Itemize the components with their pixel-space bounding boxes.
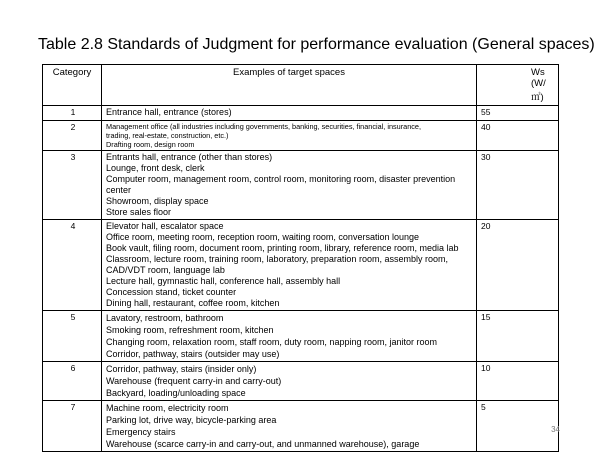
example-line: Showroom, display space xyxy=(106,196,209,206)
example-line: Entrance hall, entrance (stores) xyxy=(106,107,232,117)
ws-cell: 55 xyxy=(477,106,559,121)
category-cell: 1 xyxy=(43,106,102,121)
ws-cell: 5 xyxy=(477,401,559,452)
example-line: Lavatory, restroom, bathroom xyxy=(106,313,224,323)
table-row xyxy=(43,220,559,311)
examples-cell xyxy=(102,106,477,121)
table-row xyxy=(43,106,559,121)
example-line: Office room, meeting room, reception room, waiting room, conversation lounge xyxy=(106,232,419,242)
page-title: Table 2.8 Standards of Judgment for performance evaluation (General spaces) xyxy=(38,36,595,53)
standards-table xyxy=(42,64,559,452)
example-line: Warehouse (frequent carry-in and carry-out) xyxy=(106,376,282,386)
ws-cell: 40 xyxy=(477,121,559,151)
example-line: Dining hall, restaurant, coffee room, kitchen xyxy=(106,298,280,308)
example-line: Corridor, pathway, stairs (insider only) xyxy=(106,364,257,374)
example-line: Entrants hall, entrance (other than stores) xyxy=(106,152,273,162)
example-line: CAD/VDT room, language lab xyxy=(106,265,225,275)
example-line: Store sales floor xyxy=(106,207,172,217)
category-cell: 2 xyxy=(43,121,102,151)
table-row xyxy=(43,121,559,151)
example-line: Emergency stairs xyxy=(106,427,176,437)
table-row xyxy=(43,151,559,220)
table-header-row xyxy=(43,65,559,106)
table-row xyxy=(43,362,559,401)
example-line: trading, real-estate, construction, etc.) xyxy=(106,131,229,140)
example-line: Smoking room, refreshment room, kitchen xyxy=(106,325,274,335)
header-examples: Examples of target spaces xyxy=(102,65,477,106)
examples-cell xyxy=(102,151,477,220)
examples-cell xyxy=(102,121,477,151)
ws-cell: 20 xyxy=(477,220,559,311)
example-line: Classroom, lecture room, training room, laboratory, preparation room, assembly room, xyxy=(106,254,448,264)
ws-cell: 15 xyxy=(477,311,559,362)
category-cell: 7 xyxy=(43,401,102,452)
example-line: Changing room, relaxation room, staff room, duty room, napping room, janitor room xyxy=(106,337,437,347)
example-line: Parking lot, drive way, bicycle-parking area xyxy=(106,415,277,425)
example-line: Elevator hall, escalator space xyxy=(106,221,224,231)
examples-cell xyxy=(102,362,477,401)
examples-cell xyxy=(102,311,477,362)
examples-cell xyxy=(102,220,477,311)
ws-cell: 10 xyxy=(477,362,559,401)
example-line: Concession stand, ticket counter xyxy=(106,287,237,297)
example-line: Drafting room, design room xyxy=(106,140,195,149)
example-line: Machine room, electricity room xyxy=(106,403,229,413)
category-cell: 4 xyxy=(43,220,102,311)
header-ws: Ws (W/㎡) xyxy=(477,65,559,106)
example-line: Book vault, filing room, document room, printing room, library, reference room, media lab xyxy=(106,243,459,253)
header-category: Category xyxy=(43,65,102,106)
example-line: Computer room, management room, control room, monitoring room, disaster prevention xyxy=(106,174,456,184)
example-line: Lecture hall, gymnastic hall, conference hall, assembly hall xyxy=(106,276,341,286)
examples-cell xyxy=(102,401,477,452)
example-line: Warehouse (scarce carry-in and carry-out, and unmanned warehouse), garage xyxy=(106,439,420,449)
example-line: Backyard, loading/unloading space xyxy=(106,388,246,398)
table-row xyxy=(43,311,559,362)
category-cell: 5 xyxy=(43,311,102,362)
example-line: Corridor, pathway, stairs (outsider may use) xyxy=(106,349,280,359)
example-line: Lounge, front desk, clerk xyxy=(106,163,205,173)
ws-cell: 30 xyxy=(477,151,559,220)
example-line: Management office (all industries including governments, banking, securities, financial, insurance, xyxy=(106,122,422,131)
category-cell: 3 xyxy=(43,151,102,220)
table-row xyxy=(43,401,559,452)
example-line: center xyxy=(106,185,132,195)
page-number: 34 xyxy=(551,425,560,434)
category-cell: 6 xyxy=(43,362,102,401)
